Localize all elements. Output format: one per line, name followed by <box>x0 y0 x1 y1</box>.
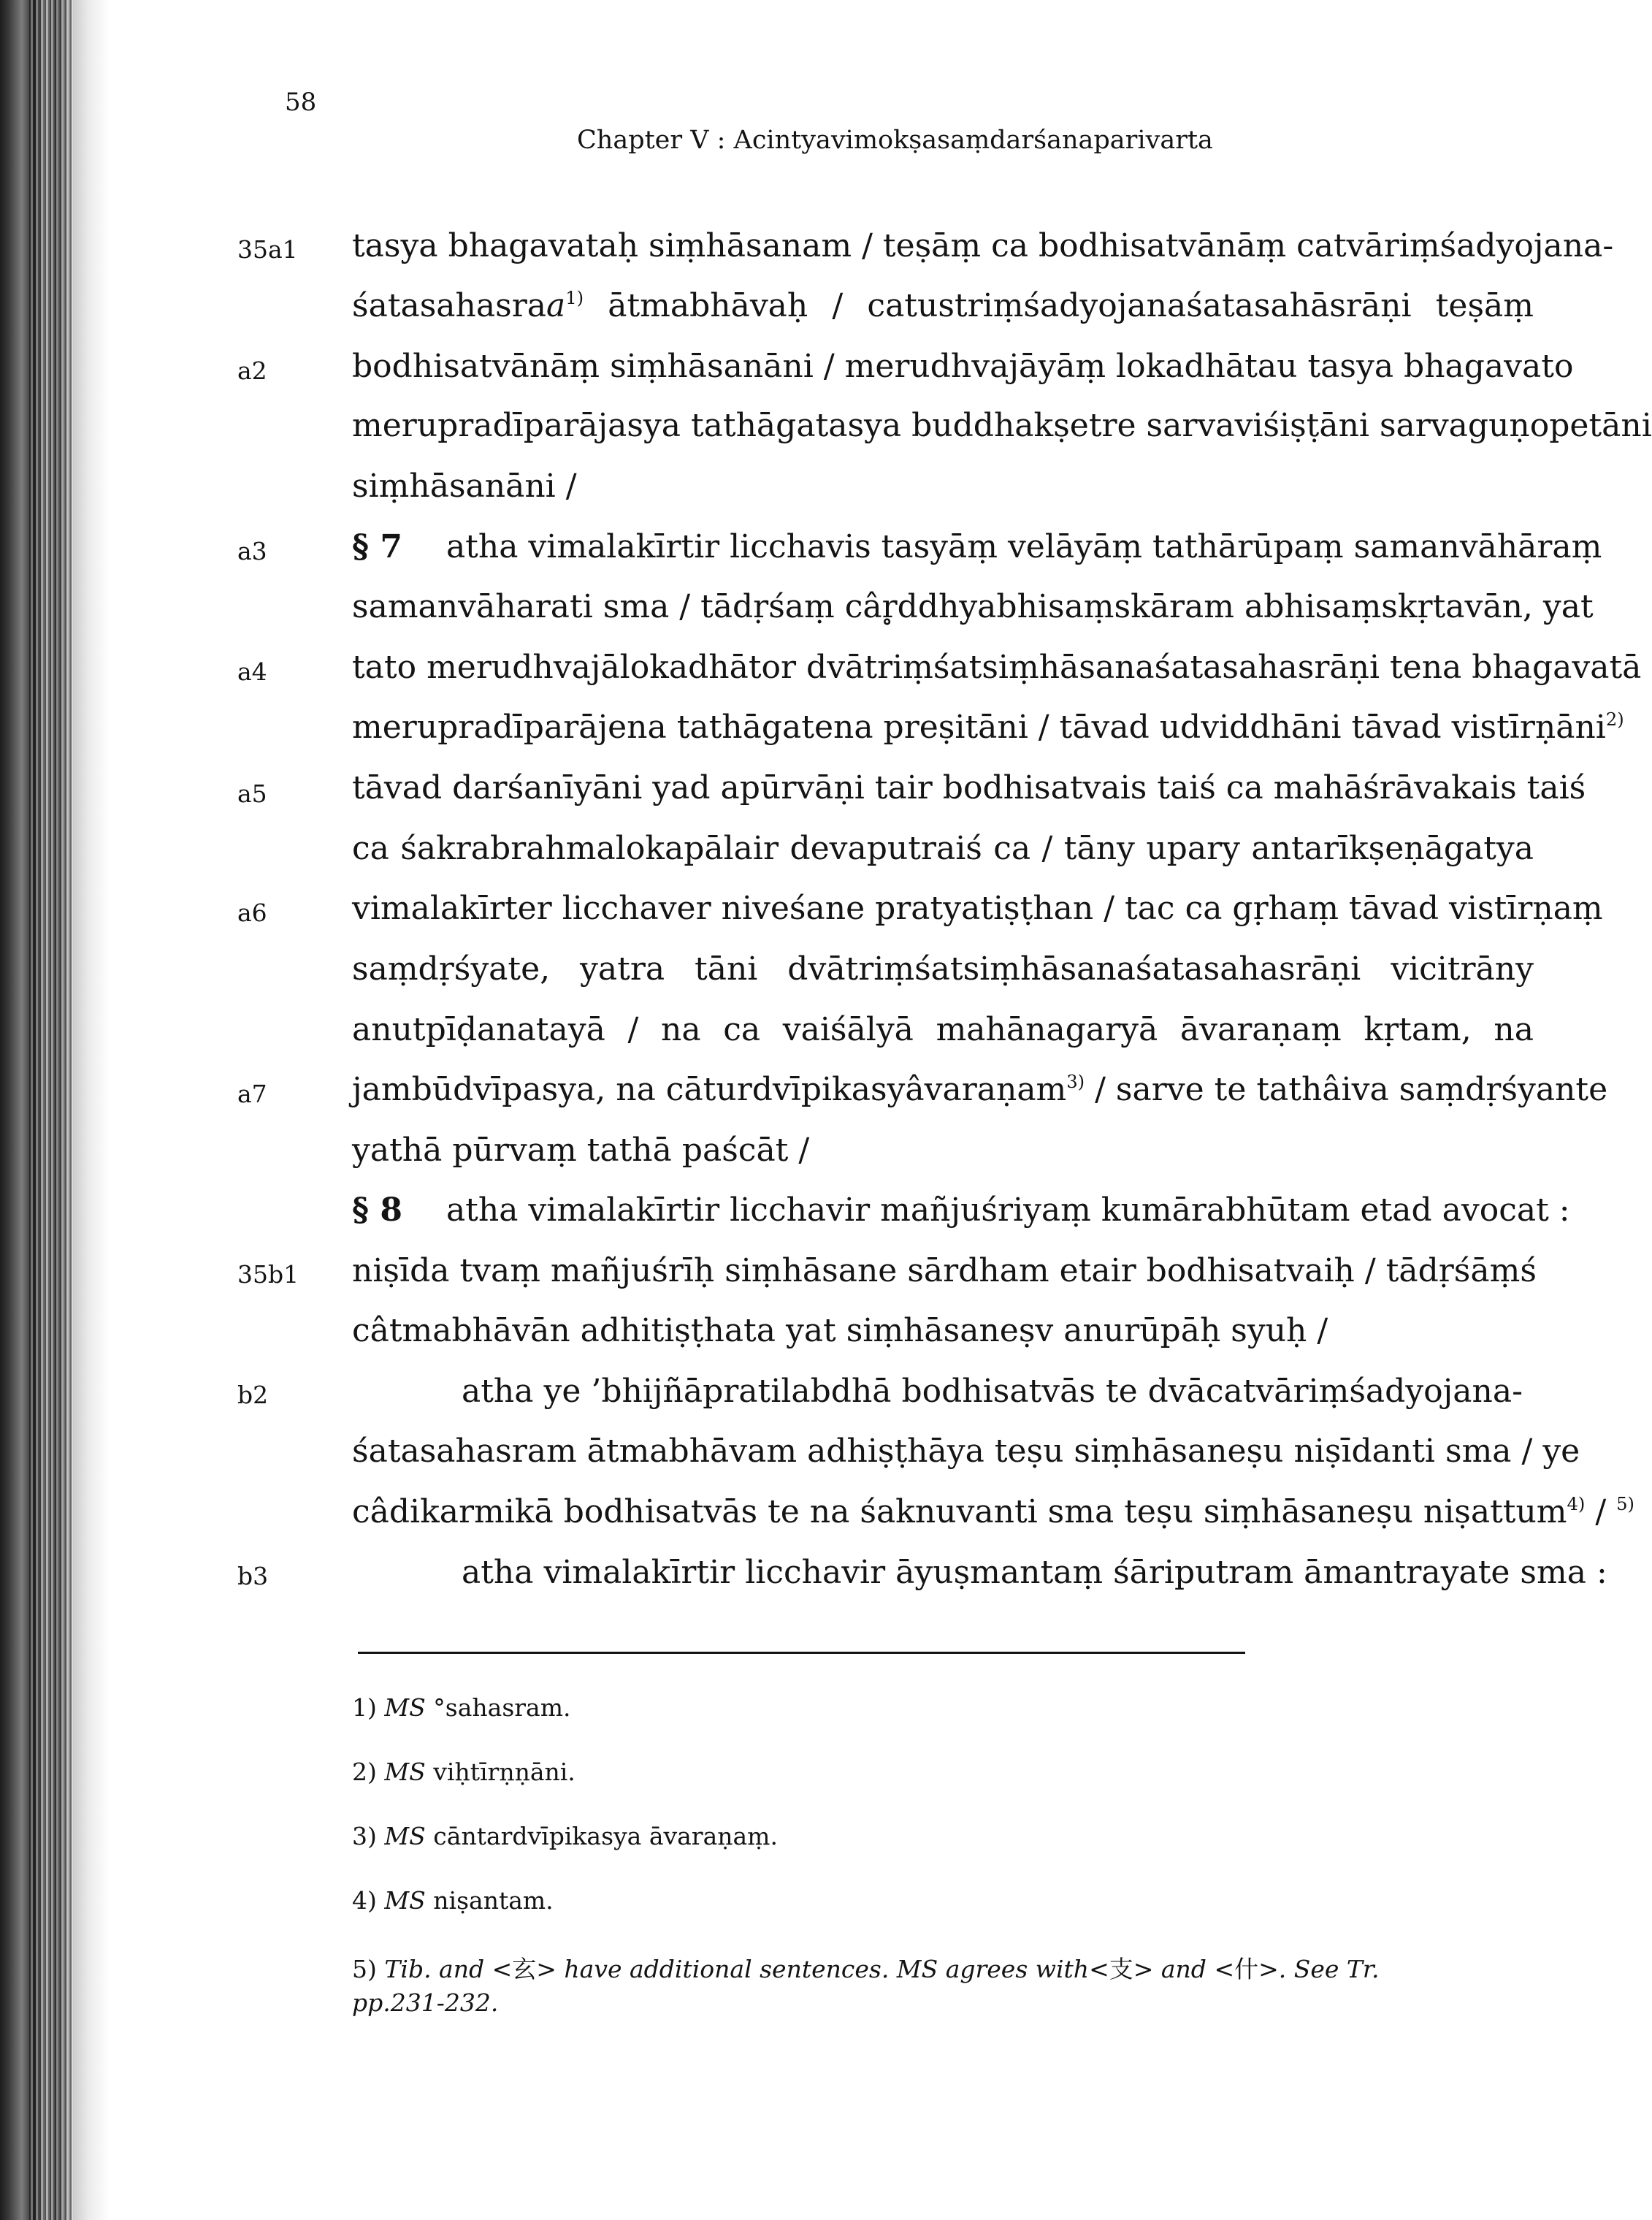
text-line: câdikarmikā bodhisatvās te na śaknuvanti sma teṣu siṃhāsaneṣu niṣattum$^{4)}$ / $^{5)}$ <box>352 1493 1634 1530</box>
text-line: tāvad darśanīyāni yad apūrvāṇi tair bodhisatvais taiś ca mahāśrāvakais taiś <box>352 769 1586 806</box>
footnote: 5) Tib. and <玄> have additional sentences. MS agrees with<支> and <什>. See Tr. <box>352 1955 1380 1983</box>
page-number: 58 <box>285 88 317 117</box>
margin-ref-a2: a2 <box>237 356 267 385</box>
footnote: 3) MS cāntardvīpikasya āvaraṇaṃ. <box>352 1822 778 1850</box>
text-line: śatasahasraa$^{1)}$ ātmabhāvaḥ / catustriṃśadyojanaśatasahāsrāṇi teṣāṃ <box>352 287 1534 324</box>
text-line: siṃhāsanāni / <box>352 468 577 505</box>
running-header: Chapter V : Acintyavimokṣasaṃdarśanaparivarta <box>577 126 1213 155</box>
text-line: § 7 atha vimalakīrtir licchavis tasyāṃ velāyāṃ tathārūpaṃ samanvāhāraṃ <box>352 528 1602 565</box>
text-line: câtmabhāvān adhitiṣṭhata yat siṃhāsaneṣv anurūpāḥ syuḥ / <box>352 1312 1328 1349</box>
footnote: 1) MS °sahasram. <box>352 1693 571 1722</box>
footnote-ref: 5) <box>1616 1494 1634 1515</box>
margin-ref-b2: b2 <box>237 1381 269 1409</box>
text-line: tasya bhagavataḥ siṃhāsanam / teṣāṃ ca bodhisatvānāṃ catvāriṃśadyojana- <box>352 227 1614 264</box>
margin-ref-35b1: 35b1 <box>237 1260 299 1289</box>
section-mark: § 8 <box>352 1191 402 1229</box>
section-mark: § 7 <box>352 528 402 565</box>
footnote-ref: 4) <box>1567 1494 1586 1515</box>
text-line: ca śakrabrahmalokapālair devaputraiś ca / tāny upary antarīkṣeṇāgatya <box>352 830 1534 867</box>
text-line: atha ye ’bhijñāpratilabdhā bodhisatvās te dvācatvāriṃśadyojana- <box>462 1373 1523 1410</box>
footnote-ref: 3) <box>1066 1072 1085 1093</box>
text-line: yathā pūrvaṃ tathā paścāt / <box>352 1132 810 1169</box>
margin-ref-a5: a5 <box>237 779 267 808</box>
margin-ref-a6: a6 <box>237 899 267 927</box>
text-line: atha vimalakīrtir licchavir āyuṣmantaṃ śāriputram āmantrayate sma : <box>462 1554 1607 1591</box>
margin-ref-a4: a4 <box>237 657 267 686</box>
text-line: jambūdvīpasya, na cāturdvīpikasyâvaraṇam$^{3)}$ / sarve te tathâiva saṃdṛśyante <box>352 1071 1608 1108</box>
book-binding-edge <box>0 0 110 2220</box>
footnote-ref: 1) <box>565 288 584 309</box>
margin-ref-35a1: 35a1 <box>237 235 298 264</box>
text-line: samanvāharati sma / tādṛśaṃ câr̥ddhyabhisaṃskāram abhisaṃskṛtavān, yat <box>352 588 1594 625</box>
footnote: 2) MS viḥtīrṇṇāni. <box>352 1758 575 1786</box>
text-line: anutpīḍanatayā / na ca vaiśālyā mahānagaryā āvaraṇaṃ kṛtam, na <box>352 1011 1534 1048</box>
text-line: vimalakīrter licchaver niveśane pratyatiṣṭhan / tac ca gṛhaṃ tāvad vistīrṇaṃ <box>352 890 1603 927</box>
footnote: 4) MS niṣantam. <box>352 1886 554 1915</box>
text-line: saṃdṛśyate, yatra tāni dvātriṃśatsiṃhāsanaśatasahasrāṇi vicitrāny <box>352 950 1534 988</box>
margin-ref-b3: b3 <box>237 1562 269 1590</box>
text-line: merupradīparājasya tathāgatasya buddhakṣetre sarvaviśiṣṭāni sarvaguṇopetāni <box>352 407 1652 444</box>
text-line: § 8 atha vimalakīrtir licchavir mañjuśriyaṃ kumārabhūtam etad avocat : <box>352 1191 1570 1229</box>
footnote-ref: 2) <box>1605 709 1624 731</box>
text-line: merupradīparājena tathāgatena preṣitāni / tāvad udviddhāni tāvad vistīrṇāni$^{2)}$ <box>352 709 1624 746</box>
footnote-divider <box>358 1652 1245 1654</box>
footnote-continuation: pp.231-232. <box>352 1988 499 2017</box>
text-line: niṣīda tvaṃ mañjuśrīḥ siṃhāsane sārdham etair bodhisatvaiḥ / tādṛśāṃś <box>352 1252 1537 1289</box>
margin-ref-a7: a7 <box>237 1080 267 1108</box>
text-line: bodhisatvānāṃ siṃhāsanāni / merudhvajāyāṃ lokadhātau tasya bhagavato <box>352 348 1574 385</box>
margin-ref-a3: a3 <box>237 537 267 565</box>
text-line: śatasahasram ātmabhāvam adhiṣṭhāya teṣu siṃhāsaneṣu niṣīdanti sma / ye <box>352 1433 1580 1470</box>
text-line: tato merudhvajālokadhātor dvātriṃśatsiṃhāsanaśatasahasrāṇi tena bhagavatā <box>352 649 1642 686</box>
